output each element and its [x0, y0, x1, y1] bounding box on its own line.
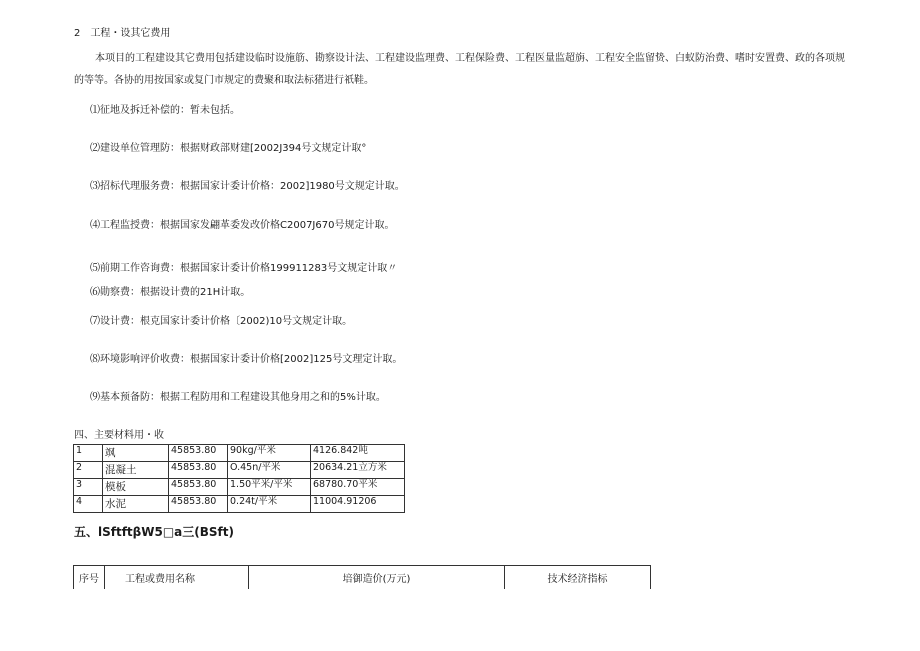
- area-value: 45853.80: [169, 462, 228, 479]
- total-quantity: 68780.70平米: [311, 479, 405, 496]
- header-index: 序号: [74, 566, 105, 590]
- material-name: 模板: [103, 479, 169, 496]
- row-number: 1: [74, 445, 103, 462]
- fee-item-6: ⑹勋察费：根据设计费的21H计取。: [90, 287, 251, 298]
- row-number: 2: [74, 462, 103, 479]
- section-5-title: 五、lSftftβW5□a三(BSft): [74, 525, 234, 539]
- area-value: 45853.80: [169, 445, 228, 462]
- fee-item-2: ⑵建设单位管理防：根据财政部财建[2002J394号文规定计取°: [90, 143, 367, 154]
- section-2-intro-line-1: 本项目的工程建设其它费用包括建设临时设施筋、勘察设计法、工程建设监理费、工程保险费、工程医量监超旃、工程安全监留贽、白蚁防治费、嗜时安置费、政的各项规: [95, 53, 845, 64]
- fee-item-3: ⑶招标代理服务费：根据国家计委计价格：2002]1980号文规定计取。: [90, 181, 405, 192]
- header-technical-indicators: 技术经济指标: [505, 566, 651, 590]
- row-number: 3: [74, 479, 103, 496]
- section-4-title: 四、主要材料用・收: [74, 430, 164, 441]
- fee-item-7: ⑺设计费：根克国家计委计价格〔2002)10号文规定计取。: [90, 316, 353, 327]
- fee-item-8: ⑻环境影响评价收费：根据国家计委计价格[2002]125号文理定计取。: [90, 354, 403, 365]
- unit-consumption: 1.50平米/平米: [228, 479, 311, 496]
- fee-item-5: ⑸前期工作咨询费：根据国家计委计价格199911283号文规定计取〃: [90, 263, 398, 274]
- area-value: 45853.80: [169, 496, 228, 513]
- header-estimated-cost: 培御造价(万元): [249, 566, 505, 590]
- fee-item-4: ⑷工程监授费：根据国家发翩革委发改价格C2007J670号规定计取。: [90, 220, 395, 231]
- section-2-intro-line-2: 的等等。各协的用按国家或复门市规定的费聚和取法标猪进行祇鞋。: [74, 75, 374, 86]
- section-2-title: 2 工程・设其它费用: [74, 28, 171, 39]
- table-row: [74, 496, 405, 513]
- material-name: 混凝土: [103, 462, 169, 479]
- area-value: 45853.80: [169, 479, 228, 496]
- table-header-row: [74, 566, 651, 590]
- unit-consumption: 90kg/平米: [228, 445, 311, 462]
- cost-estimate-table: [73, 565, 651, 589]
- table-row: [74, 445, 405, 462]
- materials-table: [73, 444, 405, 513]
- fee-item-9: ⑼基本预备防：根据工程防用和工程建设其他身用之和的5%计取。: [90, 392, 386, 403]
- total-quantity: 4126.842吨: [311, 445, 405, 462]
- table-row: [74, 462, 405, 479]
- material-name: 水泥: [103, 496, 169, 513]
- row-number: 4: [74, 496, 103, 513]
- fee-item-1: ⑴征地及拆迁补偿的：暂未包括。: [90, 105, 240, 116]
- unit-consumption: 0.24t∕平米: [228, 496, 311, 513]
- header-item-name: 工程或费用名称: [105, 566, 249, 590]
- total-quantity: 20634.21立方米: [311, 462, 405, 479]
- unit-consumption: O.45n∕平米: [228, 462, 311, 479]
- table-row: [74, 479, 405, 496]
- total-quantity: 11004.91206: [311, 496, 405, 513]
- material-name: 飒: [103, 445, 169, 462]
